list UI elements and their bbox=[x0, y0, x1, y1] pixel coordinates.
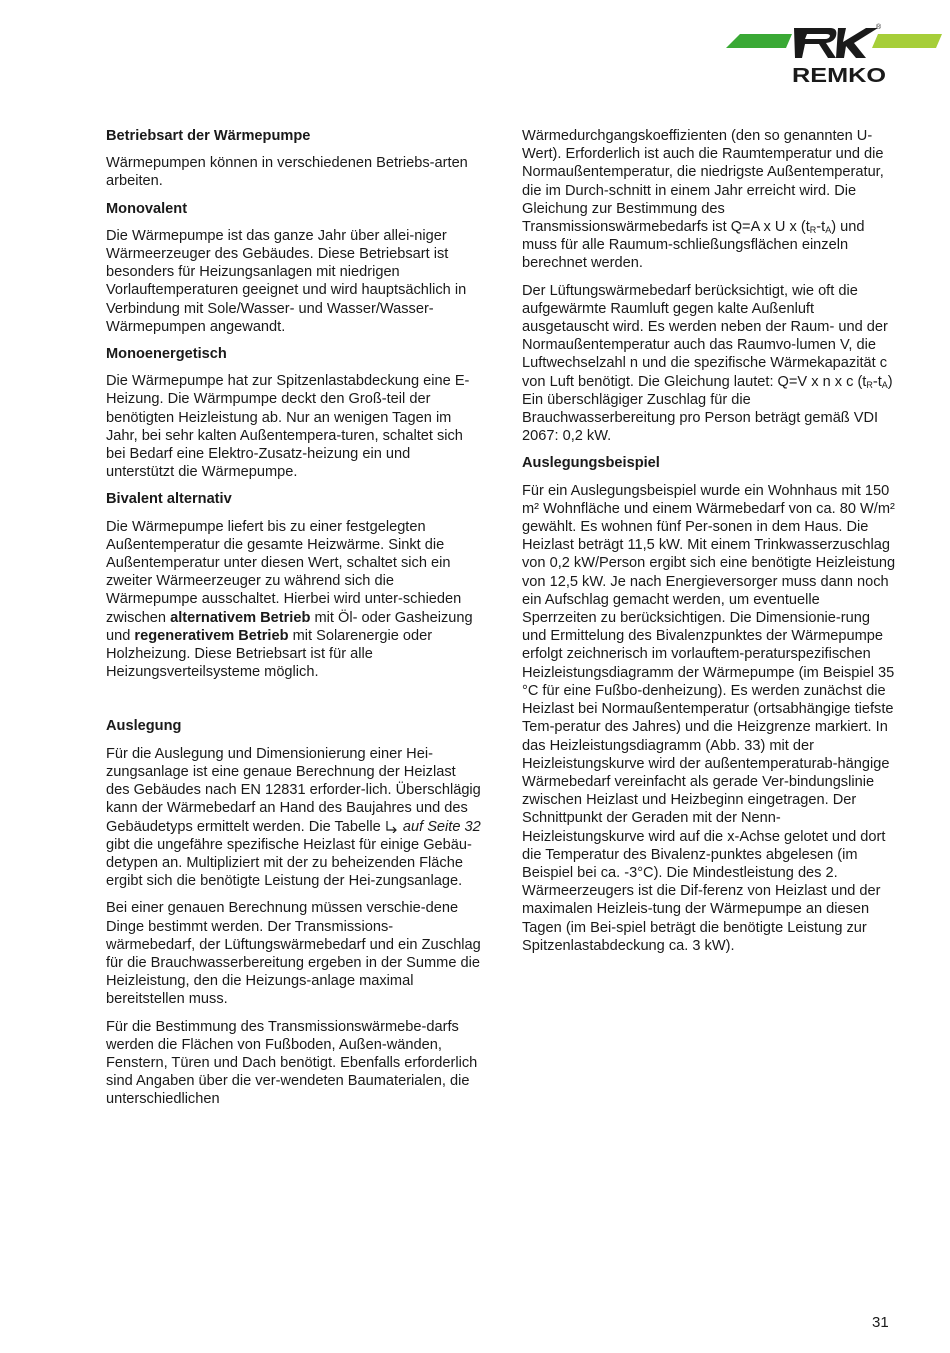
subscript-a: A bbox=[825, 225, 832, 236]
paragraph-transmission: Für die Bestimmung des Transmissionswärmebe-darfs werden die Flächen von Fußboden, Außen-wänden, Fenstern, Türen und Dach benötigt. Ebenfalls erforderlich sind Angaben über die ver-wendeten Baumaterialen, die unterschiedlichen bbox=[106, 1018, 478, 1108]
heading-monovalent: Monovalent bbox=[106, 200, 188, 217]
link-seite-32[interactable]: auf Seite 32 bbox=[402, 818, 481, 835]
text-run: ) und muss für alle Raumum-schließungsflächen einzeln berechnet werden. bbox=[522, 219, 865, 272]
bold-regenerativem-betrieb: regenerativem Betrieb bbox=[134, 627, 289, 644]
heading-betriebsart: Betriebsart der Wärmepumpe bbox=[106, 128, 311, 144]
svg-text:®: ® bbox=[876, 24, 882, 31]
paragraph-beispiel: Für ein Auslegungsbeispiel wurde ein Wohnhaus mit 150 m² Wohnfläche und einem Wärmebedarf von ca. 80 W/m² gewählt. Es wohnen fünf Per-sonen in dem Haus. Die Heizlast beträgt 11,5 kW. Mit einem Trinkwasserzuschlag von 0,2 kW/Person ergibt sich eine benötigte Heizleistung von 12,5 kW. Je nach Energieversorger muss dann noch ein Aufschlag gemacht werden, um eventuelle Sperrzeiten zu berücksichtigen. Die Dimensionie-rung und Ermittelung des Bivalenzpunktes der Wärmepumpe erfolgt zeichnerisch im vorlauftem-peraturspezifischen Heizleistungsdiagramm der Wärmepumpe (im Beispiel 35 °C für eine Fußbo-denheizung). Es werden zunächst die Heizlast bei Normaußentemperatur (ortsabhängige tiefste Tem-peratur des Jahres) und die Heizgrenze markiert. In das Heizleistungsdiagramm (Abb. 33) mit der Heizleistungskurve wird der außentemperaturab-hängige Wärmebedarf vereinfacht als gerade Ver-bindungslinie zwischen Heizlast und Heizbeginn eingetragen. Der Schnittpunkt der Geraden mit der Nenn-Heizleistungskurve wird auf die x-Achse gelotet und dort die Temperatur des Bivalenz-punktes abgelesen (im Beispiel bei ca. -3°C). Die Mindestleistung des 2. Wärmeerzeugers ist die Dif-ferenz von Heizlast und der maximalen Heizleis-tung der Wärmepumpe an diesen Tagen (im Bei-spiel beträgt die benötigte Leistung zur Spitzenlastabdeckung ca. 3 kW). bbox=[522, 482, 896, 954]
text-run: mit Solarenergie oder Holzheizung. Diese Betriebsart ist für alle Heizungsverteilsysteme möglich. bbox=[106, 627, 433, 681]
text-run: -t bbox=[816, 219, 826, 236]
paragraph-uwert bbox=[522, 127, 897, 273]
reference-arrow-icon bbox=[385, 819, 399, 835]
paragraph-bivalent bbox=[106, 518, 481, 682]
paragraph-berechnung: Bei einer genauen Berechnung müssen verschie-dene Dinge bestimmt werden. Der Transmissions-wärmebedarf, der Lüftungswärmebedarf und ein Zuschlag für die Brauchwasserbereitung ergeben in der Summe die Heizleistung, den die Heizungs-anlage maximal bereitstellen muss. bbox=[106, 900, 481, 1008]
page-number: 31 bbox=[872, 1314, 889, 1331]
heading-bivalent-alternativ: Bivalent alternativ bbox=[106, 491, 232, 508]
text-run: gibt die ungefähre spezifische Heizlast für einige Gebäu-detypen an. Multipliziert mit der zu beheizenden Fläche ergibt sich die benötigte Leistung der Hei-zungsanlage. bbox=[106, 836, 472, 890]
bold-alternativem-betrieb: alternativem Betrieb bbox=[170, 609, 311, 626]
paragraph-intro: Wärmepumpen können in verschiedenen Betriebs-arten arbeiten. bbox=[106, 155, 468, 190]
text-run: Der Lüftungswärmebedarf berücksichtigt, wie oft die aufgewärmte Raumluft gegen kalte Außenluft ausgetauscht wird. Es werden neben der Raum- und der Normaußentemperatur auch das Raumvo-lumen V, die Luftwechselzahl n und die spezifische Wärmekapazität c von Luft benötigt. Die Gleichung lautet: Q=V x n x c (t bbox=[522, 282, 888, 390]
text-run: Die Wärmepumpe liefert bis zu einer festgelegten Außentemperatur die gesamte Heizwärme. Sinkt die Außentemperatur unter diesen Wert, schaltet sich ein zweiter Wärmeerzeuger zu während sich die Wärmepumpe ausschaltet. Hierbei wird unter-schieden zwischen bbox=[106, 518, 462, 626]
heading-monoenergetisch: Monoenergetisch bbox=[106, 346, 227, 363]
paragraph-monovalent: Die Wärmepumpe ist das ganze Jahr über allei-niger Wärmeerzeuger des Gebäudes. Diese Betriebsart ist besonders für Heizungsanlagen mit niedrigen Vorlauftemperaturen geeignet und wird hauptsächlich in Verbindung mit Sole/Wasser- und Wasser/Wasser-Wärmepumpen angewandt. bbox=[106, 227, 467, 335]
subscript-r: R bbox=[866, 379, 873, 390]
right-column bbox=[522, 127, 897, 964]
left-column bbox=[106, 127, 481, 1118]
text-run: Für die Auslegung und Dimensionierung einer Hei-zungsanlage ist eine genaue Berechnung der Heizlast des Gebäudes nach EN 12831 erforder-lich. Überschlägig kann der Wärmebedarf an Hand des Baujahres und des Gebäudetyps ermittelt werden. Die Tabelle bbox=[106, 745, 481, 835]
subscript-r: R bbox=[809, 225, 817, 236]
remko-logo bbox=[726, 18, 944, 86]
paragraph-lueftung bbox=[522, 282, 897, 446]
text-run: mit Öl- oder Gasheizung und bbox=[106, 609, 473, 644]
paragraph-monoenergetisch: Die Wärmepumpe hat zur Spitzenlastabdeckung eine E-Heizung. Die Wärmpumpe deckt den Groß-teil der benötigten Heizleistung ab. Nur an wenigen Tagen im Jahr, bei sehr kalten Außentempera-turen, schaltet sich bei Bedarf eine Elektro-Zusatz-heizung ein und unterstützt die Wärmepumpe. bbox=[106, 373, 470, 481]
paragraph-auslegung bbox=[106, 745, 481, 891]
text-run: -t bbox=[872, 373, 882, 390]
heading-auslegung: Auslegung bbox=[106, 718, 182, 735]
text-run: Wärmedurchgangskoeffizienten (den so genannten U-Wert). Erforderlich ist auch die Raumtemperatur und die Normaußentemperatur, die niedrigste Außentemperatur, die im Durch-schnitt in einem Jahr erreicht wird. Die Gleichung zur Bestimmung des Transmissionswärmebedarfs ist Q=A x U x (t bbox=[522, 128, 884, 236]
text-run: ) Ein überschlägiger Zuschlag für die Brauchwasserbereitung pro Person beträgt gemäß VDI 2067: 0,2 kW. bbox=[522, 373, 893, 445]
subscript-a: A bbox=[881, 379, 888, 390]
brand-name: REMKO bbox=[792, 65, 886, 86]
remko-logo-mark bbox=[726, 18, 944, 86]
heading-auslegungsbeispiel: Auslegungsbeispiel bbox=[522, 455, 660, 472]
